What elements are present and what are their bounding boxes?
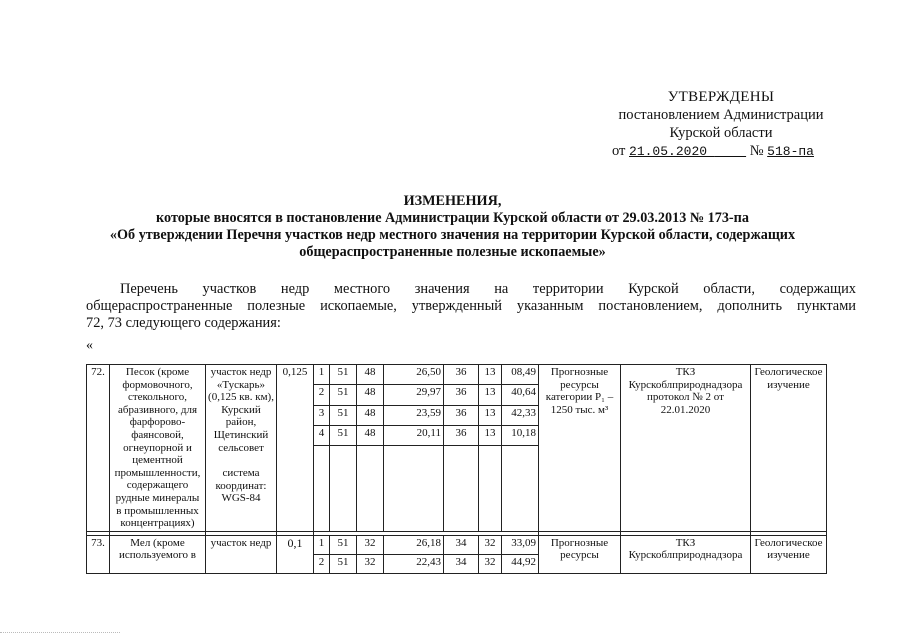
lat-min: 32 (357, 554, 384, 573)
lat-min: 32 (357, 535, 384, 554)
lon-deg: 36 (444, 405, 479, 425)
lat-deg: 51 (330, 535, 357, 554)
row72-resources: Прогнозные ресурсы категории P₁ – 1250 тыс. м³ (539, 365, 621, 532)
point-number: 2 (314, 385, 330, 405)
title-line-2: которые вносятся в постановление Администрации Курской области от 29.03.2013 № 173-па (156, 210, 749, 226)
point-number: 3 (314, 405, 330, 425)
lat-sec: 20,11 (384, 425, 444, 445)
row72-number: 72. (87, 365, 110, 532)
approval-date: 21.05.2020 (629, 144, 715, 159)
lat-min: 48 (357, 405, 384, 425)
lon-min: 32 (479, 554, 502, 573)
lat-min: 48 (357, 365, 384, 385)
point-number: 4 (314, 425, 330, 445)
intro-paragraph (86, 281, 856, 332)
lon-sec: 42,33 (502, 405, 539, 425)
point-number: 1 (314, 365, 330, 385)
lat-sec: 29,97 (384, 385, 444, 405)
row73-site: участок недр (206, 535, 277, 573)
row73-area: 0,1 (277, 535, 314, 573)
row73-number: 73. (87, 535, 110, 573)
row72-tkz: ТКЗ Курскоблприроднадзора протокол № 2 от 22.01.2020 (621, 365, 751, 532)
intro-line-3: 72, 73 следующего содержания: (86, 315, 281, 331)
lon-sec: 40,64 (502, 385, 539, 405)
footnote-separator (0, 632, 120, 635)
row72-mineral: Песок (кроме формовочного, стекольного, абразивного, для фарфорово-фаянсовой, огнеупорной и цементной промышленности, содержащего рудные минералы в промышленных концентрациях) (110, 365, 206, 532)
row72-site (206, 365, 277, 532)
lat-sec: 23,59 (384, 405, 444, 425)
approval-from-label: от (612, 143, 626, 159)
opening-quote: « (86, 338, 93, 353)
title-line-3: «Об утверждении Перечня участков недр местного значения на территории Курской области, содержащих (109, 227, 796, 243)
point-number: 2 (314, 554, 330, 573)
approval-heading: УТВЕРЖДЕНЫ (667, 89, 775, 105)
title-line-4: общераспространенные полезные ископаемые» (299, 244, 606, 260)
approval-number-label: № (749, 143, 764, 159)
row72-area: 0,125 (277, 365, 314, 532)
approval-date-line (590, 142, 852, 161)
lat-deg: 51 (330, 385, 357, 405)
lat-deg: 51 (330, 405, 357, 425)
table-row-73 (87, 535, 827, 554)
table-row-72 (87, 365, 827, 385)
document-title (60, 193, 845, 261)
row72-site-desc: участок недр «Тускарь» (0,125 кв. км), Курский район, Щетинский сельсовет (208, 366, 274, 454)
approval-line-1: постановлением Администрации (618, 107, 824, 123)
row73-purpose: Геологическое изучение (751, 535, 827, 573)
lon-min: 13 (479, 365, 502, 385)
sites-table (86, 364, 827, 574)
lon-deg: 34 (444, 554, 479, 573)
point-number: 1 (314, 535, 330, 554)
row73-resources: Прогнозные ресурсы (539, 535, 621, 573)
lat-min: 48 (357, 385, 384, 405)
row73-mineral: Мел (кроме используемого в (110, 535, 206, 573)
lon-deg: 36 (444, 365, 479, 385)
lon-sec: 44,92 (502, 554, 539, 573)
lon-min: 13 (479, 405, 502, 425)
approval-block (590, 88, 852, 161)
title-line-1: ИЗМЕНЕНИЯ, (403, 193, 502, 209)
lon-sec: 08,49 (502, 365, 539, 385)
lat-min: 48 (357, 425, 384, 445)
approval-number: 518-па (767, 144, 814, 159)
intro-line-1: Перечень участков недр местного значения на территории Курской области, содержащих (120, 281, 856, 297)
row72-coord-system: система координат: WGS-84 (215, 467, 267, 505)
row73-tkz: ТКЗ Курскоблприроднадзора (621, 535, 751, 573)
lon-min: 13 (479, 385, 502, 405)
lon-min: 32 (479, 535, 502, 554)
lat-deg: 51 (330, 365, 357, 385)
lon-sec: 33,09 (502, 535, 539, 554)
approval-line-2: Курской области (669, 125, 773, 141)
lon-deg: 36 (444, 385, 479, 405)
lon-sec: 10,18 (502, 425, 539, 445)
lat-sec: 22,43 (384, 554, 444, 573)
lat-deg: 51 (330, 425, 357, 445)
lon-deg: 34 (444, 535, 479, 554)
intro-line-2: общераспространенные полезные ископаемые, утвержденный указанным постановлением, дополнить пунктами (86, 298, 856, 314)
lon-deg: 36 (444, 425, 479, 445)
row72-purpose: Геологическое изучение (751, 365, 827, 532)
lat-sec: 26,18 (384, 535, 444, 554)
lat-deg: 51 (330, 554, 357, 573)
lat-sec: 26,50 (384, 365, 444, 385)
lon-min: 13 (479, 425, 502, 445)
